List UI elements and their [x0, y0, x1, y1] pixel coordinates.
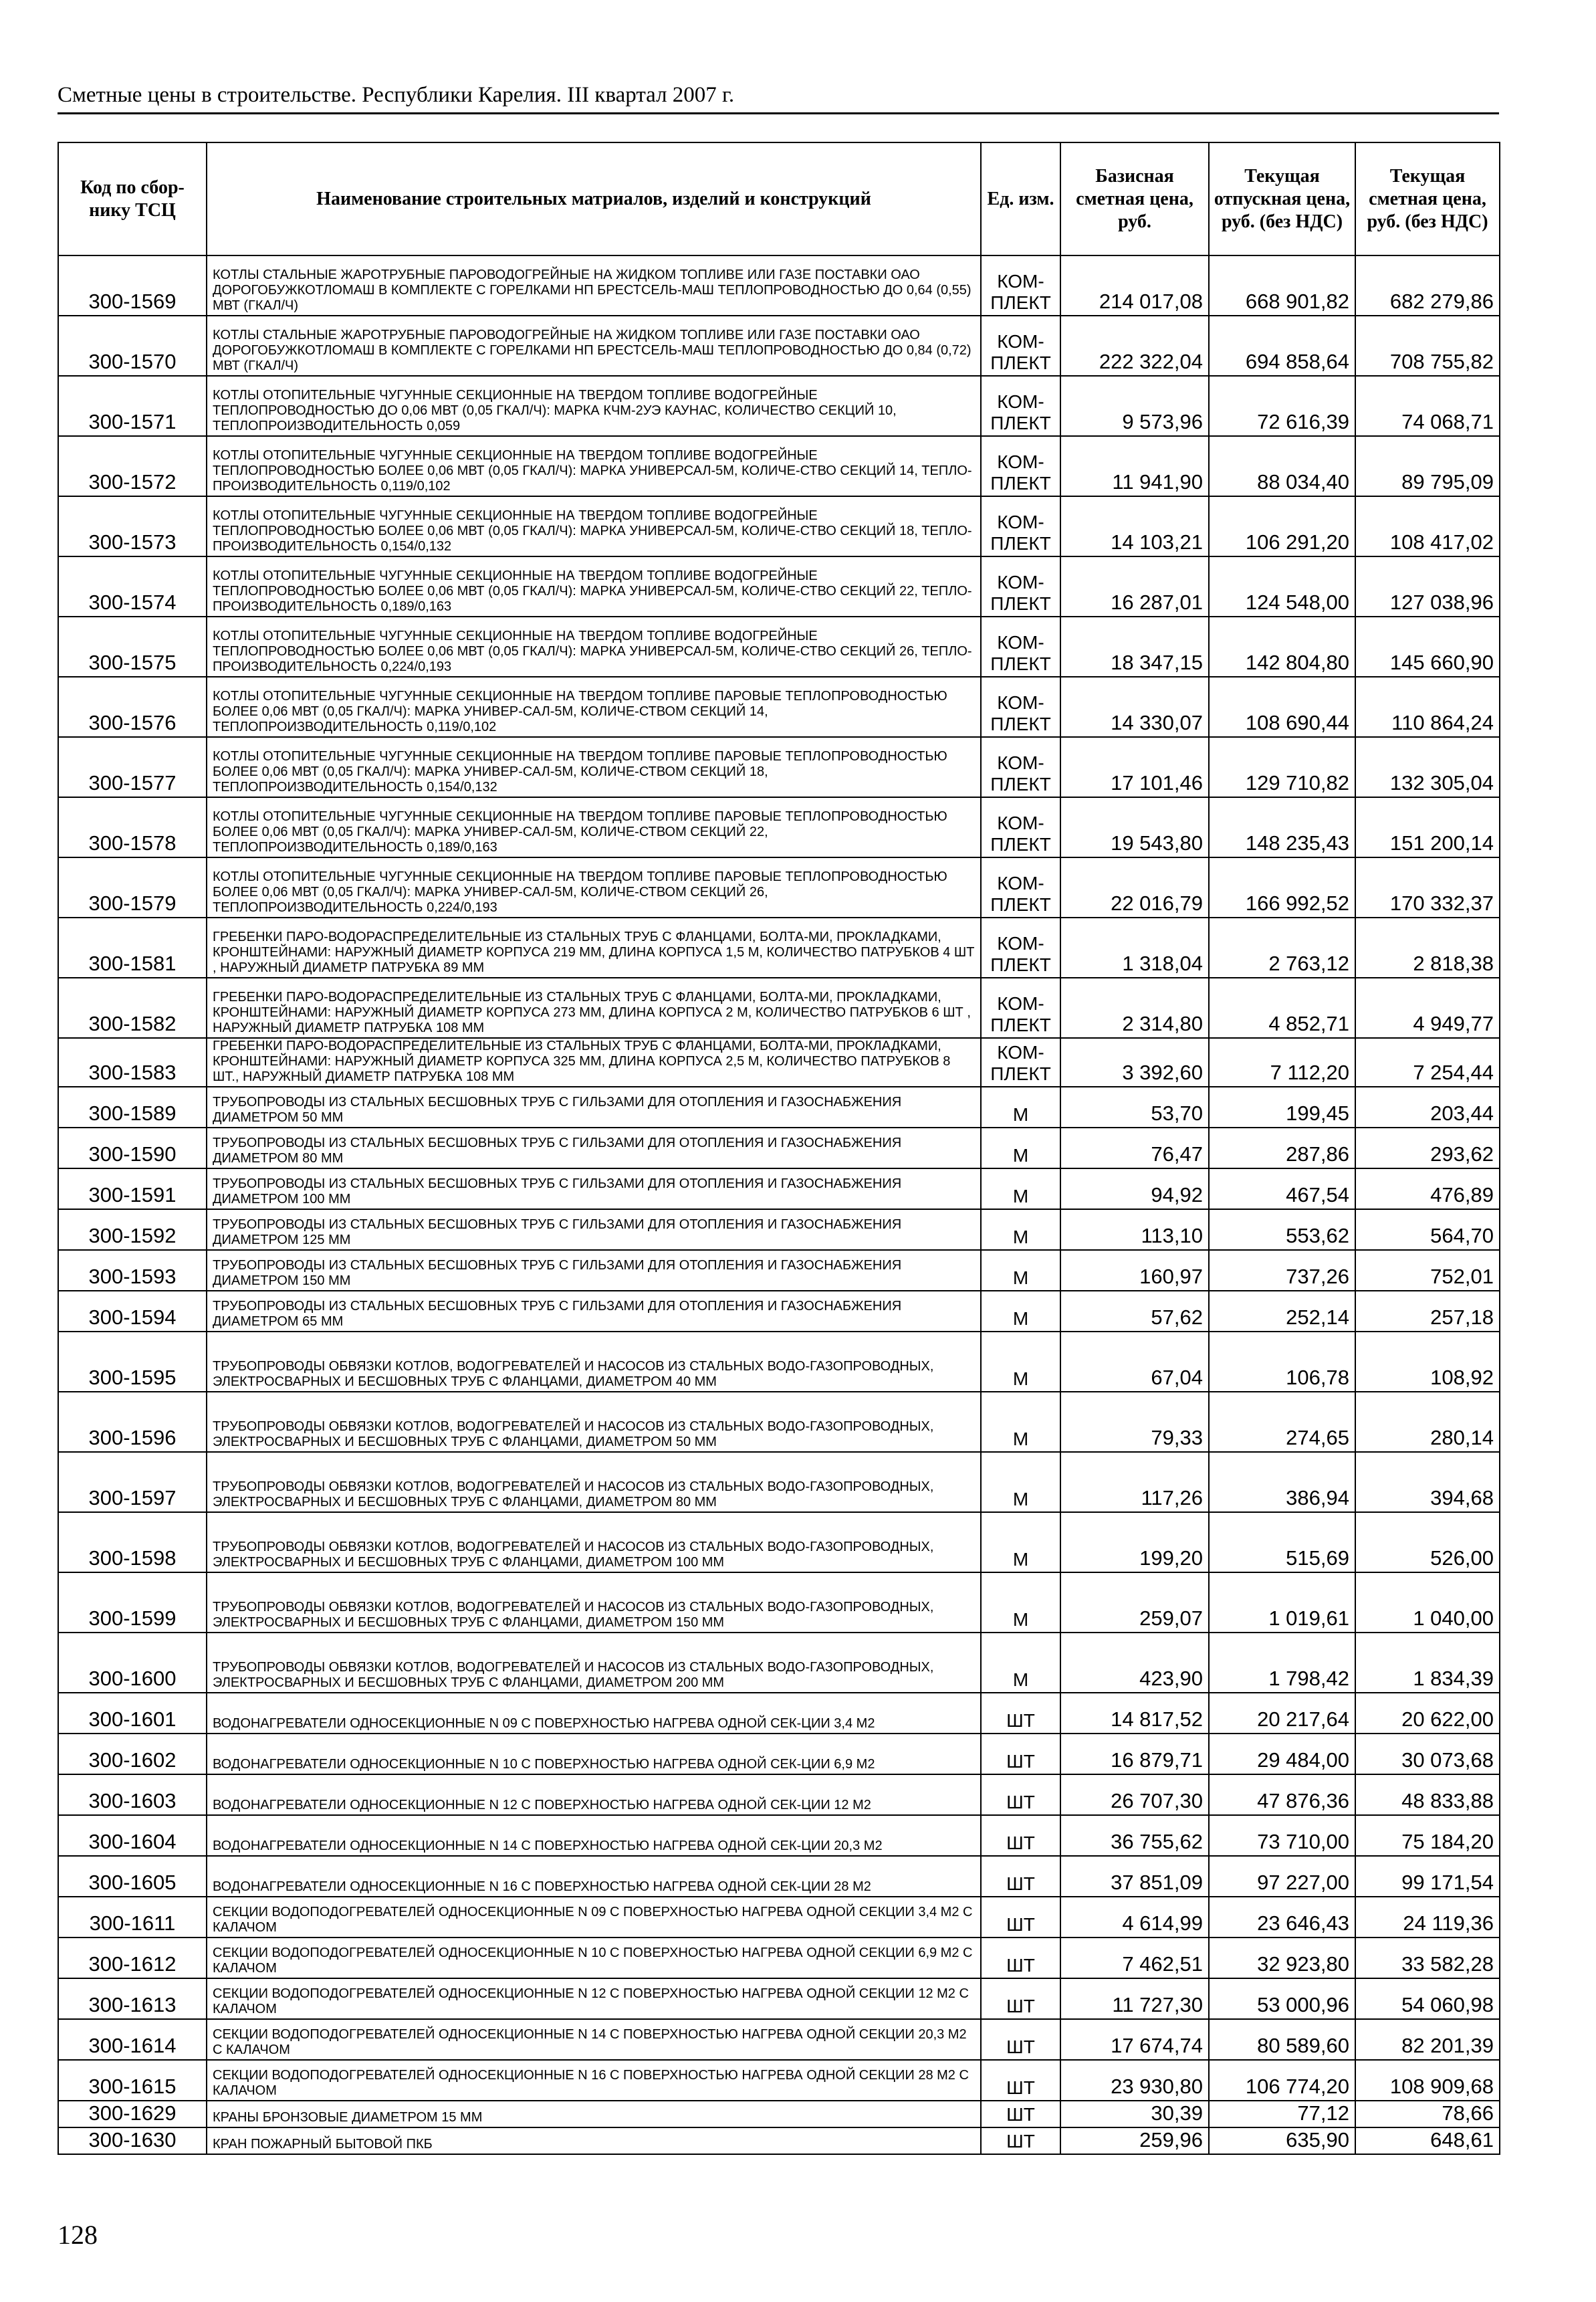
cell-code: 300-1577 [58, 737, 207, 797]
cell-unit: М [981, 1087, 1060, 1128]
cell-name: ВОДОНАГРЕВАТЕЛИ ОДНОСЕКЦИОННЫЕ N 09 С ПОВЕРХНОСТЬЮ НАГРЕВА ОДНОЙ СЕК-ЦИИ 3,4 М2 [207, 1693, 981, 1734]
cell-release-price: 20 217,64 [1209, 1693, 1355, 1734]
cell-unit: М [981, 1128, 1060, 1168]
page-header: Сметные цены в строительстве. Республики Карелия. III квартал 2007 г. [58, 83, 735, 107]
cell-name: ТРУБОПРОВОДЫ ИЗ СТАЛЬНЫХ БЕСШОВНЫХ ТРУБ С ГИЛЬЗАМИ ДЛЯ ОТОПЛЕНИЯ И ГАЗОСНАБЖЕНИЯ ДИАМЕТРОМ 100 ММ [207, 1168, 981, 1209]
cell-estimate-price: 1 834,39 [1355, 1633, 1500, 1693]
cell-name: СЕКЦИИ ВОДОПОДОГРЕВАТЕЛЕЙ ОДНОСЕКЦИОННЫЕ N 16 С ПОВЕРХНОСТЬЮ НАГРЕВА ОДНОЙ СЕКЦИИ 28 М2 С КАЛАЧОМ [207, 2060, 981, 2101]
cell-name: КОТЛЫ ОТОПИТЕЛЬНЫЕ ЧУГУННЫЕ СЕКЦИОННЫЕ НА ТВЕРДОМ ТОПЛИВЕ ПАРОВЫЕ ТЕПЛОПРОВОДНОСТЬЮ БОЛЕЕ 0,06 МВТ (0,05 ГКАЛ/Ч): МАРКА УНИВЕР-САЛ-5М, КОЛИЧЕ-СТВОМ СЕКЦИЙ 22, ТЕПЛОПРОИЗВОДИТЕЛЬНОСТЬ 0,189/0,163 [207, 797, 981, 857]
cell-unit: М [981, 1512, 1060, 1572]
cell-unit: КОМ-ПЛЕКТ [981, 376, 1060, 436]
cell-base-price: 14 103,21 [1060, 496, 1209, 556]
cell-name: КОТЛЫ ОТОПИТЕЛЬНЫЕ ЧУГУННЫЕ СЕКЦИОННЫЕ НА ТВЕРДОМ ТОПЛИВЕ ВОДОГРЕЙНЫЕ ТЕПЛОПРОВОДНОСТЬЮ БОЛЕЕ 0,06 МВТ (0,05 ГКАЛ/Ч): МАРКА УНИВЕРСАЛ-5М, КОЛИЧЕ-СТВО СЕКЦИЙ 22, ТЕПЛО-ПРОИЗВОДИТЕЛЬНОСТЬ 0,189/0,163 [207, 556, 981, 617]
cell-code: 300-1576 [58, 677, 207, 737]
cell-unit: М [981, 1633, 1060, 1693]
cell-name: КОТЛЫ ОТОПИТЕЛЬНЫЕ ЧУГУННЫЕ СЕКЦИОННЫЕ НА ТВЕРДОМ ТОПЛИВЕ ВОДОГРЕЙНЫЕ ТЕПЛОПРОВОДНОСТЬЮ ДО 0,06 МВТ (0,05 ГКАЛ/Ч): МАРКА КЧМ-2УЭ КАУНАС, КОЛИЧЕСТВО СЕКЦИЙ 10, ТЕПЛОПРОИЗВОДИТЕЛЬНОСТЬ 0,059 [207, 376, 981, 436]
table-row [58, 1291, 1500, 1332]
cell-name: КОТЛЫ ОТОПИТЕЛЬНЫЕ ЧУГУННЫЕ СЕКЦИОННЫЕ НА ТВЕРДОМ ТОПЛИВЕ ВОДОГРЕЙНЫЕ ТЕПЛОПРОВОДНОСТЬЮ БОЛЕЕ 0,06 МВТ (0,05 ГКАЛ/Ч): МАРКА УНИВЕРСАЛ-5М, КОЛИЧЕ-СТВО СЕКЦИЙ 26, ТЕПЛО-ПРОИЗВОДИТЕЛЬНОСТЬ 0,224/0,193 [207, 617, 981, 677]
table-row [58, 2019, 1500, 2060]
cell-estimate-price: 54 060,98 [1355, 1978, 1500, 2019]
cell-name: КРАНЫ БРОНЗОВЫЕ ДИАМЕТРОМ 15 ММ [207, 2101, 981, 2127]
cell-base-price: 117,26 [1060, 1452, 1209, 1512]
table-row [58, 1452, 1500, 1512]
cell-release-price: 252,14 [1209, 1291, 1355, 1332]
cell-code: 300-1598 [58, 1512, 207, 1572]
cell-release-price: 29 484,00 [1209, 1734, 1355, 1774]
cell-code: 300-1594 [58, 1291, 207, 1332]
cell-name: ТРУБОПРОВОДЫ ОБВЯЗКИ КОТЛОВ, ВОДОГРЕВАТЕЛЕЙ И НАСОСОВ ИЗ СТАЛЬНЫХ ВОДО-ГАЗОПРОВОДНЫХ, ЭЛЕКТРОСВАРНЫХ И БЕСШОВНЫХ ТРУБ С ФЛАНЦАМИ, ДИАМЕТРОМ 50 ММ [207, 1392, 981, 1452]
cell-base-price: 160,97 [1060, 1250, 1209, 1291]
table-row [58, 677, 1500, 737]
cell-code: 300-1569 [58, 255, 207, 316]
cell-release-price: 737,26 [1209, 1250, 1355, 1291]
cell-estimate-price: 280,14 [1355, 1392, 1500, 1452]
cell-estimate-price: 108,92 [1355, 1332, 1500, 1392]
cell-code: 300-1593 [58, 1250, 207, 1291]
table-row [58, 1250, 1500, 1291]
cell-release-price: 694 858,64 [1209, 316, 1355, 376]
cell-release-price: 467,54 [1209, 1168, 1355, 1209]
cell-unit: ШТ [981, 2101, 1060, 2127]
cell-unit: М [981, 1392, 1060, 1452]
cell-name: СЕКЦИИ ВОДОПОДОГРЕВАТЕЛЕЙ ОДНОСЕКЦИОННЫЕ N 14 С ПОВЕРХНОСТЬЮ НАГРЕВА ОДНОЙ СЕКЦИИ 20,3 М2 С КАЛАЧОМ [207, 2019, 981, 2060]
table-row [58, 1978, 1500, 2019]
cell-unit: М [981, 1168, 1060, 1209]
cell-release-price: 32 923,80 [1209, 1938, 1355, 1978]
cell-release-price: 668 901,82 [1209, 255, 1355, 316]
column-header-estimate-price: Текущая сметная цена, руб. (без НДС) [1355, 142, 1500, 255]
cell-estimate-price: 74 068,71 [1355, 376, 1500, 436]
cell-base-price: 17 101,46 [1060, 737, 1209, 797]
table-row [58, 1856, 1500, 1897]
cell-release-price: 199,45 [1209, 1087, 1355, 1128]
cell-code: 300-1572 [58, 436, 207, 496]
cell-base-price: 14 817,52 [1060, 1693, 1209, 1734]
table-row [58, 1734, 1500, 1774]
table-row [58, 376, 1500, 436]
cell-estimate-price: 203,44 [1355, 1087, 1500, 1128]
cell-name: ВОДОНАГРЕВАТЕЛИ ОДНОСЕКЦИОННЫЕ N 12 С ПОВЕРХНОСТЬЮ НАГРЕВА ОДНОЙ СЕК-ЦИИ 12 М2 [207, 1774, 981, 1815]
cell-code: 300-1614 [58, 2019, 207, 2060]
cell-base-price: 11 727,30 [1060, 1978, 1209, 2019]
cell-estimate-price: 110 864,24 [1355, 677, 1500, 737]
cell-code: 300-1604 [58, 1815, 207, 1856]
cell-unit: КОМ-ПЛЕКТ [981, 918, 1060, 978]
cell-base-price: 423,90 [1060, 1633, 1209, 1693]
table-row [58, 1938, 1500, 1978]
cell-code: 300-1578 [58, 797, 207, 857]
cell-unit: КОМ-ПЛЕКТ [981, 436, 1060, 496]
table-row [58, 617, 1500, 677]
cell-estimate-price: 526,00 [1355, 1512, 1500, 1572]
cell-base-price: 214 017,08 [1060, 255, 1209, 316]
cell-name: ТРУБОПРОВОДЫ ОБВЯЗКИ КОТЛОВ, ВОДОГРЕВАТЕЛЕЙ И НАСОСОВ ИЗ СТАЛЬНЫХ ВОДО-ГАЗОПРОВОДНЫХ, ЭЛЕКТРОСВАРНЫХ И БЕСШОВНЫХ ТРУБ С ФЛАНЦАМИ, ДИАМЕТРОМ 100 ММ [207, 1512, 981, 1572]
cell-estimate-price: 564,70 [1355, 1209, 1500, 1250]
cell-base-price: 113,10 [1060, 1209, 1209, 1250]
cell-estimate-price: 89 795,09 [1355, 436, 1500, 496]
cell-base-price: 67,04 [1060, 1332, 1209, 1392]
cell-unit: КОМ-ПЛЕКТ [981, 677, 1060, 737]
cell-estimate-price: 30 073,68 [1355, 1734, 1500, 1774]
page-number: 128 [58, 2220, 98, 2250]
cell-code: 300-1605 [58, 1856, 207, 1897]
cell-code: 300-1592 [58, 1209, 207, 1250]
cell-code: 300-1579 [58, 857, 207, 918]
cell-name: ТРУБОПРОВОДЫ ОБВЯЗКИ КОТЛОВ, ВОДОГРЕВАТЕЛЕЙ И НАСОСОВ ИЗ СТАЛЬНЫХ ВОДО-ГАЗОПРОВОДНЫХ, ЭЛЕКТРОСВАРНЫХ И БЕСШОВНЫХ ТРУБ С ФЛАНЦАМИ, ДИАМЕТРОМ 150 ММ [207, 1572, 981, 1633]
cell-estimate-price: 82 201,39 [1355, 2019, 1500, 2060]
cell-code: 300-1582 [58, 978, 207, 1038]
column-header-code: Код по сбор-нику ТСЦ [58, 142, 207, 255]
cell-release-price: 2 763,12 [1209, 918, 1355, 978]
cell-base-price: 9 573,96 [1060, 376, 1209, 436]
table-row [58, 1209, 1500, 1250]
table-row [58, 316, 1500, 376]
column-header-name: Наименование строительных матриалов, изделий и конструкций [207, 142, 981, 255]
cell-estimate-price: 752,01 [1355, 1250, 1500, 1291]
cell-name: ТРУБОПРОВОДЫ ОБВЯЗКИ КОТЛОВ, ВОДОГРЕВАТЕЛЕЙ И НАСОСОВ ИЗ СТАЛЬНЫХ ВОДО-ГАЗОПРОВОДНЫХ, ЭЛЕКТРОСВАРНЫХ И БЕСШОВНЫХ ТРУБ С ФЛАНЦАМИ, ДИАМЕТРОМ 200 ММ [207, 1633, 981, 1693]
table-row [58, 1392, 1500, 1452]
cell-base-price: 259,07 [1060, 1572, 1209, 1633]
cell-unit: ШТ [981, 2019, 1060, 2060]
table-body [58, 255, 1500, 2154]
table-row [58, 1168, 1500, 1209]
cell-code: 300-1574 [58, 556, 207, 617]
cell-unit: М [981, 1572, 1060, 1633]
cell-unit: ШТ [981, 1938, 1060, 1978]
cell-base-price: 22 016,79 [1060, 857, 1209, 918]
cell-estimate-price: 476,89 [1355, 1168, 1500, 1209]
cell-estimate-price: 170 332,37 [1355, 857, 1500, 918]
cell-unit: ШТ [981, 1978, 1060, 2019]
cell-estimate-price: 108 909,68 [1355, 2060, 1500, 2101]
cell-release-price: 142 804,80 [1209, 617, 1355, 677]
cell-estimate-price: 78,66 [1355, 2101, 1500, 2127]
table-row [58, 978, 1500, 1038]
cell-name: ГРЕБЕНКИ ПАРО-ВОДОРАСПРЕДЕЛИТЕЛЬНЫЕ ИЗ СТАЛЬНЫХ ТРУБ С ФЛАНЦАМИ, БОЛТА-МИ, ПРОКЛАДКАМИ, КРОНШТЕЙНАМИ: НАРУЖНЫЙ ДИАМЕТР КОРПУСА 219 ММ, ДЛИНА КОРПУСА 1,5 М, КОЛИЧЕСТВО ПАТРУБКОВ 4 ШТ , НАРУЖНЫЙ ДИАМЕТР ПАТРУБКА 89 ММ [207, 918, 981, 978]
cell-name: ГРЕБЕНКИ ПАРО-ВОДОРАСПРЕДЕЛИТЕЛЬНЫЕ ИЗ СТАЛЬНЫХ ТРУБ С ФЛАНЦАМИ, БОЛТА-МИ, ПРОКЛАДКАМИ, КРОНШТЕЙНАМИ: НАРУЖНЫЙ ДИАМЕТР КОРПУСА 273 ММ, ДЛИНА КОРПУСА 2 М, КОЛИЧЕСТВО ПАТРУБКОВ 6 ШТ , НАРУЖНЫЙ ДИАМЕТР ПАТРУБКА 108 ММ [207, 978, 981, 1038]
cell-base-price: 19 543,80 [1060, 797, 1209, 857]
cell-base-price: 11 941,90 [1060, 436, 1209, 496]
cell-base-price: 14 330,07 [1060, 677, 1209, 737]
cell-base-price: 23 930,80 [1060, 2060, 1209, 2101]
cell-estimate-price: 648,61 [1355, 2127, 1500, 2154]
cell-estimate-price: 33 582,28 [1355, 1938, 1500, 1978]
cell-estimate-price: 257,18 [1355, 1291, 1500, 1332]
cell-release-price: 88 034,40 [1209, 436, 1355, 496]
cell-code: 300-1571 [58, 376, 207, 436]
header-rule [58, 112, 1499, 114]
cell-base-price: 30,39 [1060, 2101, 1209, 2127]
cell-name: ТРУБОПРОВОДЫ ИЗ СТАЛЬНЫХ БЕСШОВНЫХ ТРУБ С ГИЛЬЗАМИ ДЛЯ ОТОПЛЕНИЯ И ГАЗОСНАБЖЕНИЯ ДИАМЕТРОМ 80 ММ [207, 1128, 981, 1168]
cell-estimate-price: 24 119,36 [1355, 1897, 1500, 1938]
cell-code: 300-1591 [58, 1168, 207, 1209]
cell-release-price: 23 646,43 [1209, 1897, 1355, 1938]
cell-code: 300-1595 [58, 1332, 207, 1392]
cell-unit: КОМ-ПЛЕКТ [981, 617, 1060, 677]
table-row [58, 1038, 1500, 1087]
cell-code: 300-1630 [58, 2127, 207, 2154]
cell-code: 300-1583 [58, 1038, 207, 1087]
cell-base-price: 36 755,62 [1060, 1815, 1209, 1856]
cell-name: КРАН ПОЖАРНЫЙ БЫТОВОЙ ПКБ [207, 2127, 981, 2154]
cell-base-price: 1 318,04 [1060, 918, 1209, 978]
cell-code: 300-1590 [58, 1128, 207, 1168]
cell-base-price: 76,47 [1060, 1128, 1209, 1168]
cell-code: 300-1573 [58, 496, 207, 556]
table-row [58, 1815, 1500, 1856]
table-row [58, 1774, 1500, 1815]
cell-unit: КОМ-ПЛЕКТ [981, 797, 1060, 857]
cell-release-price: 106 774,20 [1209, 2060, 1355, 2101]
column-header-base-price: Базисная сметная цена, руб. [1060, 142, 1209, 255]
cell-code: 300-1589 [58, 1087, 207, 1128]
cell-release-price: 97 227,00 [1209, 1856, 1355, 1897]
cell-release-price: 635,90 [1209, 2127, 1355, 2154]
table-row [58, 2101, 1500, 2127]
cell-estimate-price: 132 305,04 [1355, 737, 1500, 797]
cell-estimate-price: 151 200,14 [1355, 797, 1500, 857]
cell-release-price: 77,12 [1209, 2101, 1355, 2127]
cell-release-price: 515,69 [1209, 1512, 1355, 1572]
table-row [58, 1633, 1500, 1693]
column-header-unit: Ед. изм. [981, 142, 1060, 255]
cell-estimate-price: 1 040,00 [1355, 1572, 1500, 1633]
cell-name: КОТЛЫ ОТОПИТЕЛЬНЫЕ ЧУГУННЫЕ СЕКЦИОННЫЕ НА ТВЕРДОМ ТОПЛИВЕ ПАРОВЫЕ ТЕПЛОПРОВОДНОСТЬЮ БОЛЕЕ 0,06 МВТ (0,05 ГКАЛ/Ч): МАРКА УНИВЕР-САЛ-5М, КОЛИЧЕ-СТВОМ СЕКЦИЙ 14, ТЕПЛОПРОИЗВОДИТЕЛЬНОСТЬ 0,119/0,102 [207, 677, 981, 737]
cell-base-price: 57,62 [1060, 1291, 1209, 1332]
cell-release-price: 1 798,42 [1209, 1633, 1355, 1693]
cell-estimate-price: 708 755,82 [1355, 316, 1500, 376]
table-row [58, 1572, 1500, 1633]
cell-unit: КОМ-ПЛЕКТ [981, 556, 1060, 617]
cell-code: 300-1602 [58, 1734, 207, 1774]
cell-release-price: 72 616,39 [1209, 376, 1355, 436]
cell-unit: ШТ [981, 1734, 1060, 1774]
cell-base-price: 79,33 [1060, 1392, 1209, 1452]
cell-estimate-price: 4 949,77 [1355, 978, 1500, 1038]
cell-name: ГРЕБЕНКИ ПАРО-ВОДОРАСПРЕДЕЛИТЕЛЬНЫЕ ИЗ СТАЛЬНЫХ ТРУБ С ФЛАНЦАМИ, БОЛТА-МИ, ПРОКЛАДКАМИ, КРОНШТЕЙНАМИ: НАРУЖНЫЙ ДИАМЕТР КОРПУСА 325 ММ, ДЛИНА КОРПУСА 2,5 М, КОЛИЧЕСТВО ПАТРУБКОВ 8 ШТ., НАРУЖНЫЙ ДИАМЕТР ПАТРУБКА 108 ММ [207, 1038, 981, 1087]
cell-code: 300-1597 [58, 1452, 207, 1512]
cell-release-price: 129 710,82 [1209, 737, 1355, 797]
table-row [58, 1512, 1500, 1572]
table-row [58, 797, 1500, 857]
cell-base-price: 18 347,15 [1060, 617, 1209, 677]
cell-code: 300-1570 [58, 316, 207, 376]
cell-release-price: 386,94 [1209, 1452, 1355, 1512]
cell-unit: КОМ-ПЛЕКТ [981, 1038, 1060, 1087]
table-row [58, 737, 1500, 797]
cell-name: КОТЛЫ СТАЛЬНЫЕ ЖАРОТРУБНЫЕ ПАРОВОДОГРЕЙНЫЕ НА ЖИДКОМ ТОПЛИВЕ ИЛИ ГАЗЕ ПОСТАВКИ ОАО ДОРОГОБУЖКОТЛОМАШ В КОМПЛЕКТЕ С ГОРЕЛКАМИ НП БРЕСТСЕЛЬ-МАШ ТЕПЛОПРОВОДНОСТЬЮ ДО 0,64 (0,55) МВТ (ГКАЛ/Ч) [207, 255, 981, 316]
cell-estimate-price: 7 254,44 [1355, 1038, 1500, 1087]
cell-release-price: 53 000,96 [1209, 1978, 1355, 2019]
cell-unit: КОМ-ПЛЕКТ [981, 496, 1060, 556]
cell-base-price: 7 462,51 [1060, 1938, 1209, 1978]
cell-unit: М [981, 1452, 1060, 1512]
cell-name: ВОДОНАГРЕВАТЕЛИ ОДНОСЕКЦИОННЫЕ N 14 С ПОВЕРХНОСТЬЮ НАГРЕВА ОДНОЙ СЕК-ЦИИ 20,3 М2 [207, 1815, 981, 1856]
cell-code: 300-1596 [58, 1392, 207, 1452]
cell-estimate-price: 682 279,86 [1355, 255, 1500, 316]
cell-estimate-price: 127 038,96 [1355, 556, 1500, 617]
cell-base-price: 4 614,99 [1060, 1897, 1209, 1938]
cell-name: СЕКЦИИ ВОДОПОДОГРЕВАТЕЛЕЙ ОДНОСЕКЦИОННЫЕ N 12 С ПОВЕРХНОСТЬЮ НАГРЕВА ОДНОЙ СЕКЦИИ 12 М2 С КАЛАЧОМ [207, 1978, 981, 2019]
cell-code: 300-1612 [58, 1938, 207, 1978]
cell-estimate-price: 293,62 [1355, 1128, 1500, 1168]
cell-name: ВОДОНАГРЕВАТЕЛИ ОДНОСЕКЦИОННЫЕ N 10 С ПОВЕРХНОСТЬЮ НАГРЕВА ОДНОЙ СЕК-ЦИИ 6,9 М2 [207, 1734, 981, 1774]
cell-estimate-price: 20 622,00 [1355, 1693, 1500, 1734]
cell-release-price: 166 992,52 [1209, 857, 1355, 918]
cell-base-price: 222 322,04 [1060, 316, 1209, 376]
table-row [58, 1087, 1500, 1128]
cell-estimate-price: 145 660,90 [1355, 617, 1500, 677]
cell-unit: ШТ [981, 1897, 1060, 1938]
table-row [58, 1128, 1500, 1168]
cell-estimate-price: 394,68 [1355, 1452, 1500, 1512]
cell-name: КОТЛЫ ОТОПИТЕЛЬНЫЕ ЧУГУННЫЕ СЕКЦИОННЫЕ НА ТВЕРДОМ ТОПЛИВЕ ПАРОВЫЕ ТЕПЛОПРОВОДНОСТЬЮ БОЛЕЕ 0,06 МВТ (0,05 ГКАЛ/Ч): МАРКА УНИВЕР-САЛ-5М, КОЛИЧЕ-СТВОМ СЕКЦИЙ 18, ТЕПЛОПРОИЗВОДИТЕЛЬНОСТЬ 0,154/0,132 [207, 737, 981, 797]
cell-name: ТРУБОПРОВОДЫ ИЗ СТАЛЬНЫХ БЕСШОВНЫХ ТРУБ С ГИЛЬЗАМИ ДЛЯ ОТОПЛЕНИЯ И ГАЗОСНАБЖЕНИЯ ДИАМЕТРОМ 150 ММ [207, 1250, 981, 1291]
cell-code: 300-1611 [58, 1897, 207, 1938]
cell-base-price: 2 314,80 [1060, 978, 1209, 1038]
cell-name: СЕКЦИИ ВОДОПОДОГРЕВАТЕЛЕЙ ОДНОСЕКЦИОННЫЕ N 10 С ПОВЕРХНОСТЬЮ НАГРЕВА ОДНОЙ СЕКЦИИ 6,9 М2 С КАЛАЧОМ [207, 1938, 981, 1978]
cell-name: ТРУБОПРОВОДЫ ИЗ СТАЛЬНЫХ БЕСШОВНЫХ ТРУБ С ГИЛЬЗАМИ ДЛЯ ОТОПЛЕНИЯ И ГАЗОСНАБЖЕНИЯ ДИАМЕТРОМ 50 ММ [207, 1087, 981, 1128]
cell-base-price: 94,92 [1060, 1168, 1209, 1209]
table-row [58, 556, 1500, 617]
cell-name: КОТЛЫ СТАЛЬНЫЕ ЖАРОТРУБНЫЕ ПАРОВОДОГРЕЙНЫЕ НА ЖИДКОМ ТОПЛИВЕ ИЛИ ГАЗЕ ПОСТАВКИ ОАО ДОРОГОБУЖКОТЛОМАШ В КОМПЛЕКТЕ С ГОРЕЛКАМИ НП БРЕСТСЕЛЬ-МАШ ТЕПЛОПРОВОДНОСТЬЮ ДО 0,84 (0,72) МВТ (ГКАЛ/Ч) [207, 316, 981, 376]
cell-name: КОТЛЫ ОТОПИТЕЛЬНЫЕ ЧУГУННЫЕ СЕКЦИОННЫЕ НА ТВЕРДОМ ТОПЛИВЕ ВОДОГРЕЙНЫЕ ТЕПЛОПРОВОДНОСТЬЮ БОЛЕЕ 0,06 МВТ (0,05 ГКАЛ/Ч): МАРКА УНИВЕРСАЛ-5М, КОЛИЧЕ-СТВО СЕКЦИЙ 18, ТЕПЛО-ПРОИЗВОДИТЕЛЬНОСТЬ 0,154/0,132 [207, 496, 981, 556]
cell-estimate-price: 108 417,02 [1355, 496, 1500, 556]
cell-unit: ШТ [981, 2127, 1060, 2154]
cell-base-price: 26 707,30 [1060, 1774, 1209, 1815]
cell-unit: КОМ-ПЛЕКТ [981, 978, 1060, 1038]
cell-base-price: 3 392,60 [1060, 1038, 1209, 1087]
cell-release-price: 80 589,60 [1209, 2019, 1355, 2060]
cell-code: 300-1603 [58, 1774, 207, 1815]
cell-unit: ШТ [981, 2060, 1060, 2101]
cell-code: 300-1615 [58, 2060, 207, 2101]
cell-unit: ШТ [981, 1856, 1060, 1897]
cell-name: ВОДОНАГРЕВАТЕЛИ ОДНОСЕКЦИОННЫЕ N 16 С ПОВЕРХНОСТЬЮ НАГРЕВА ОДНОЙ СЕК-ЦИИ 28 М2 [207, 1856, 981, 1897]
column-header-release-price: Текущая отпускная цена, руб. (без НДС) [1209, 142, 1355, 255]
cell-name: КОТЛЫ ОТОПИТЕЛЬНЫЕ ЧУГУННЫЕ СЕКЦИОННЫЕ НА ТВЕРДОМ ТОПЛИВЕ ВОДОГРЕЙНЫЕ ТЕПЛОПРОВОДНОСТЬЮ БОЛЕЕ 0,06 МВТ (0,05 ГКАЛ/Ч): МАРКА УНИВЕРСАЛ-5М, КОЛИЧЕ-СТВО СЕКЦИЙ 14, ТЕПЛО-ПРОИЗВОДИТЕЛЬНОСТЬ 0,119/0,102 [207, 436, 981, 496]
table-header-row [58, 142, 1500, 255]
cell-estimate-price: 99 171,54 [1355, 1856, 1500, 1897]
cell-unit: КОМ-ПЛЕКТ [981, 316, 1060, 376]
cell-name: КОТЛЫ ОТОПИТЕЛЬНЫЕ ЧУГУННЫЕ СЕКЦИОННЫЕ НА ТВЕРДОМ ТОПЛИВЕ ПАРОВЫЕ ТЕПЛОПРОВОДНОСТЬЮ БОЛЕЕ 0,06 МВТ (0,05 ГКАЛ/Ч): МАРКА УНИВЕР-САЛ-5М, КОЛИЧЕ-СТВОМ СЕКЦИЙ 26, ТЕПЛОПРОИЗВОДИТЕЛЬНОСТЬ 0,224/0,193 [207, 857, 981, 918]
cell-release-price: 274,65 [1209, 1392, 1355, 1452]
cell-unit: ШТ [981, 1693, 1060, 1734]
cell-base-price: 17 674,74 [1060, 2019, 1209, 2060]
cell-name: ТРУБОПРОВОДЫ ОБВЯЗКИ КОТЛОВ, ВОДОГРЕВАТЕЛЕЙ И НАСОСОВ ИЗ СТАЛЬНЫХ ВОДО-ГАЗОПРОВОДНЫХ, ЭЛЕКТРОСВАРНЫХ И БЕСШОВНЫХ ТРУБ С ФЛАНЦАМИ, ДИАМЕТРОМ 80 ММ [207, 1452, 981, 1512]
table-row [58, 1332, 1500, 1392]
cell-code: 300-1600 [58, 1633, 207, 1693]
cell-code: 300-1613 [58, 1978, 207, 2019]
price-table [58, 142, 1500, 2155]
cell-release-price: 148 235,43 [1209, 797, 1355, 857]
cell-unit: ШТ [981, 1774, 1060, 1815]
cell-unit: М [981, 1332, 1060, 1392]
cell-unit: КОМ-ПЛЕКТ [981, 737, 1060, 797]
table-row [58, 2127, 1500, 2154]
cell-release-price: 106,78 [1209, 1332, 1355, 1392]
table-row [58, 496, 1500, 556]
cell-unit: М [981, 1291, 1060, 1332]
cell-release-price: 73 710,00 [1209, 1815, 1355, 1856]
cell-name: СЕКЦИИ ВОДОПОДОГРЕВАТЕЛЕЙ ОДНОСЕКЦИОННЫЕ N 09 С ПОВЕРХНОСТЬЮ НАГРЕВА ОДНОЙ СЕКЦИИ 3,4 М2 С КАЛАЧОМ [207, 1897, 981, 1938]
table-row [58, 857, 1500, 918]
cell-unit: М [981, 1209, 1060, 1250]
cell-unit: КОМ-ПЛЕКТ [981, 857, 1060, 918]
cell-unit: КОМ-ПЛЕКТ [981, 255, 1060, 316]
cell-base-price: 37 851,09 [1060, 1856, 1209, 1897]
table-row [58, 255, 1500, 316]
cell-code: 300-1599 [58, 1572, 207, 1633]
cell-unit: ШТ [981, 1815, 1060, 1856]
cell-release-price: 47 876,36 [1209, 1774, 1355, 1815]
cell-release-price: 106 291,20 [1209, 496, 1355, 556]
cell-release-price: 287,86 [1209, 1128, 1355, 1168]
cell-name: ТРУБОПРОВОДЫ ИЗ СТАЛЬНЫХ БЕСШОВНЫХ ТРУБ С ГИЛЬЗАМИ ДЛЯ ОТОПЛЕНИЯ И ГАЗОСНАБЖЕНИЯ ДИАМЕТРОМ 65 ММ [207, 1291, 981, 1332]
cell-estimate-price: 2 818,38 [1355, 918, 1500, 978]
cell-release-price: 7 112,20 [1209, 1038, 1355, 1087]
table-row [58, 1693, 1500, 1734]
table-row [58, 1897, 1500, 1938]
table-row [58, 436, 1500, 496]
cell-base-price: 16 879,71 [1060, 1734, 1209, 1774]
table-row [58, 918, 1500, 978]
cell-name: ТРУБОПРОВОДЫ ИЗ СТАЛЬНЫХ БЕСШОВНЫХ ТРУБ С ГИЛЬЗАМИ ДЛЯ ОТОПЛЕНИЯ И ГАЗОСНАБЖЕНИЯ ДИАМЕТРОМ 125 ММ [207, 1209, 981, 1250]
cell-code: 300-1581 [58, 918, 207, 978]
cell-release-price: 124 548,00 [1209, 556, 1355, 617]
cell-code: 300-1629 [58, 2101, 207, 2127]
table-row [58, 2060, 1500, 2101]
cell-base-price: 53,70 [1060, 1087, 1209, 1128]
cell-estimate-price: 48 833,88 [1355, 1774, 1500, 1815]
cell-base-price: 259,96 [1060, 2127, 1209, 2154]
cell-name: ТРУБОПРОВОДЫ ОБВЯЗКИ КОТЛОВ, ВОДОГРЕВАТЕЛЕЙ И НАСОСОВ ИЗ СТАЛЬНЫХ ВОДО-ГАЗОПРОВОДНЫХ, ЭЛЕКТРОСВАРНЫХ И БЕСШОВНЫХ ТРУБ С ФЛАНЦАМИ, ДИАМЕТРОМ 40 ММ [207, 1332, 981, 1392]
cell-code: 300-1575 [58, 617, 207, 677]
cell-release-price: 1 019,61 [1209, 1572, 1355, 1633]
cell-base-price: 199,20 [1060, 1512, 1209, 1572]
cell-unit: М [981, 1250, 1060, 1291]
cell-base-price: 16 287,01 [1060, 556, 1209, 617]
cell-release-price: 108 690,44 [1209, 677, 1355, 737]
cell-estimate-price: 75 184,20 [1355, 1815, 1500, 1856]
cell-release-price: 553,62 [1209, 1209, 1355, 1250]
cell-code: 300-1601 [58, 1693, 207, 1734]
cell-release-price: 4 852,71 [1209, 978, 1355, 1038]
